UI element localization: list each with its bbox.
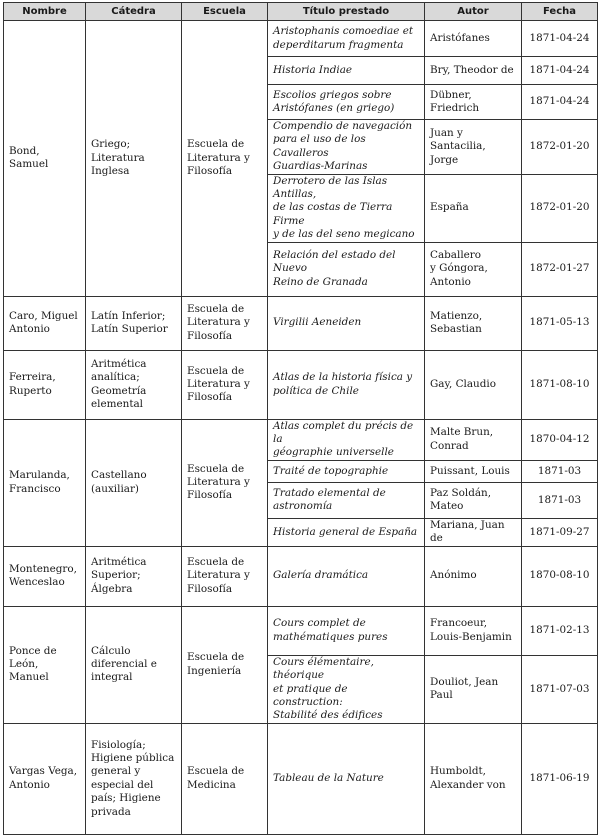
- cell-fecha: 1872-01-20: [522, 120, 598, 175]
- cell-catedra: Cálculo diferencial e integral: [86, 606, 182, 723]
- cell-nombre: Ponce de León, Manuel: [4, 606, 86, 723]
- cell-titulo: Tableau de la Nature: [268, 723, 425, 834]
- header-escuela: Escuela: [182, 3, 268, 21]
- table-row: [4, 296, 598, 350]
- cell-autor: Paz Soldán, Mateo: [425, 482, 522, 518]
- cell-titulo: Cours élémentaire, théorique et pratique de construction: Stabilité des édifices: [268, 655, 425, 723]
- table-body: [4, 21, 598, 835]
- cell-catedra: Griego; Literatura Inglesa: [86, 21, 182, 297]
- cell-escuela: Escuela de Medicina: [182, 723, 268, 834]
- cell-nombre: Ferreira, Ruperto: [4, 350, 86, 419]
- table-row: [4, 350, 598, 419]
- cell-escuela: Escuela de Literatura y Filosofía: [182, 296, 268, 350]
- cell-fecha: 1871-07-03: [522, 655, 598, 723]
- cell-titulo: Compendio de navegación para el uso de los Cavalleros Guardias-Marinas: [268, 120, 425, 175]
- header-autor: Autor: [425, 3, 522, 21]
- cell-autor: Aristófanes: [425, 21, 522, 57]
- cell-titulo: Cours complet de mathématiques pures: [268, 606, 425, 655]
- table-row: [4, 546, 598, 606]
- cell-fecha: 1871-05-13: [522, 296, 598, 350]
- cell-titulo: Derrotero de las Islas Antillas, de las costas de Tierra Firme y de las del seno megicano: [268, 174, 425, 242]
- cell-fecha: 1871-02-13: [522, 606, 598, 655]
- cell-titulo: Galería dramática: [268, 546, 425, 606]
- loans-table: [3, 2, 598, 835]
- cell-escuela: Escuela de Literatura y Filosofía: [182, 350, 268, 419]
- cell-fecha: 1871-08-10: [522, 350, 598, 419]
- header-row: [4, 3, 598, 21]
- cell-titulo: Atlas complet du précis de la géographie universelle: [268, 419, 425, 460]
- cell-autor: Juan y Santacilia, Jorge: [425, 120, 522, 175]
- cell-fecha: 1870-04-12: [522, 419, 598, 460]
- cell-titulo: Traité de topographie: [268, 460, 425, 482]
- cell-fecha: 1871-04-24: [522, 85, 598, 120]
- cell-autor: Gay, Claudio: [425, 350, 522, 419]
- cell-titulo: Historia Indiae: [268, 57, 425, 85]
- cell-titulo: Historia general de España: [268, 518, 425, 546]
- cell-nombre: Montenegro, Wenceslao: [4, 546, 86, 606]
- header-catedra: Cátedra: [86, 3, 182, 21]
- cell-autor: Dübner, Friedrich: [425, 85, 522, 120]
- table-row: [4, 21, 598, 57]
- cell-fecha: 1872-01-20: [522, 174, 598, 242]
- cell-titulo: Atlas de la historia física y política de Chile: [268, 350, 425, 419]
- cell-fecha: 1871-04-24: [522, 21, 598, 57]
- cell-nombre: Caro, Miguel Antonio: [4, 296, 86, 350]
- cell-autor: Matienzo, Sebastian: [425, 296, 522, 350]
- cell-escuela: Escuela de Literatura y Filosofía: [182, 419, 268, 546]
- cell-titulo: Escolios griegos sobre Aristófanes (en griego): [268, 85, 425, 120]
- cell-nombre: Bond, Samuel: [4, 21, 86, 297]
- cell-nombre: Marulanda, Francisco: [4, 419, 86, 546]
- table-row: [4, 606, 598, 655]
- cell-escuela: Escuela de Literatura y Filosofía: [182, 21, 268, 297]
- cell-autor: Caballero y Góngora, Antonio: [425, 242, 522, 296]
- header-fecha: Fecha: [522, 3, 598, 21]
- cell-titulo: Virgilii Aeneiden: [268, 296, 425, 350]
- table-row: [4, 419, 598, 460]
- cell-escuela: Escuela de Ingeniería: [182, 606, 268, 723]
- cell-catedra: Latín Inferior; Latín Superior: [86, 296, 182, 350]
- cell-fecha: 1871-06-19: [522, 723, 598, 834]
- cell-autor: Douliot, Jean Paul: [425, 655, 522, 723]
- cell-nombre: Vargas Vega, Antonio: [4, 723, 86, 834]
- cell-autor: Mariana, Juan de: [425, 518, 522, 546]
- cell-fecha: 1871-03: [522, 482, 598, 518]
- cell-fecha: 1871-03: [522, 460, 598, 482]
- cell-titulo: Aristophanis comoediae et deperditarum fragmenta: [268, 21, 425, 57]
- table-row: [4, 723, 598, 834]
- cell-titulo: Tratado elemental de astronomía: [268, 482, 425, 518]
- header-nombre: Nombre: [4, 3, 86, 21]
- cell-catedra: Castellano (auxiliar): [86, 419, 182, 546]
- cell-fecha: 1872-01-27: [522, 242, 598, 296]
- cell-autor: Anónimo: [425, 546, 522, 606]
- cell-catedra: Fisiología; Higiene pública general y especial del país; Higiene privada: [86, 723, 182, 834]
- cell-titulo: Relación del estado del Nuevo Reino de Granada: [268, 242, 425, 296]
- cell-fecha: 1871-09-27: [522, 518, 598, 546]
- cell-catedra: Aritmética Superior; Álgebra: [86, 546, 182, 606]
- cell-escuela: Escuela de Literatura y Filosofía: [182, 546, 268, 606]
- cell-autor: Bry, Theodor de: [425, 57, 522, 85]
- cell-fecha: 1870-08-10: [522, 546, 598, 606]
- cell-autor: Puissant, Louis: [425, 460, 522, 482]
- cell-autor: España: [425, 174, 522, 242]
- cell-autor: Humboldt, Alexander von: [425, 723, 522, 834]
- cell-fecha: 1871-04-24: [522, 57, 598, 85]
- cell-catedra: Aritmética analítica; Geometría elemental: [86, 350, 182, 419]
- cell-autor: Francoeur, Louis-Benjamin: [425, 606, 522, 655]
- cell-autor: Malte Brun, Conrad: [425, 419, 522, 460]
- header-titulo: Título prestado: [268, 3, 425, 21]
